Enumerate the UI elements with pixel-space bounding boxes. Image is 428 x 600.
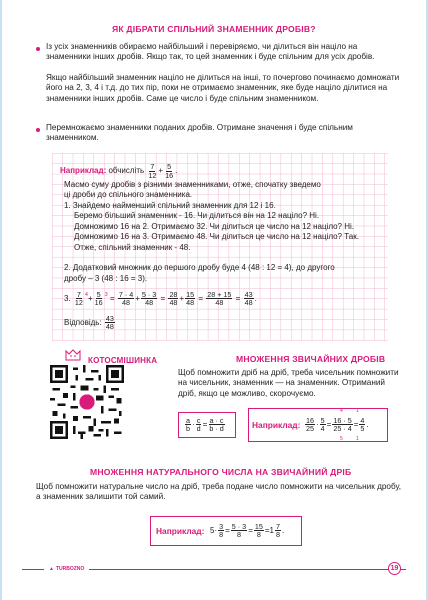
fraction: $\frac{5}{16}$ <box>165 162 174 180</box>
example1-line-4: Беремо більший знаменник - 16. Чи ділиться він на 12 націло? Ні. <box>74 211 320 220</box>
example1-line-2: ці дроби до спільного знаменника. <box>64 190 193 199</box>
example1-answer: Відповідь: $\frac{43}{48}$ <box>64 313 114 332</box>
example1-line-7: Отже, спільний знаменник - 48. <box>74 243 191 252</box>
example1-line-9: дробу – 3 (48 : 16 = 3). <box>64 274 148 283</box>
example2-calculation: $\frac{16}{25}$ · $\frac{5}{4}$ = $\frac{16 \cdot 5}{25 \cdot 4}$ = $\frac{4}{5}$ . <box>306 415 369 434</box>
para-largest-denominator: Із усіх знаменників обираємо найбільший і перевіряємо, чи ділиться він націло на знаменники інших дробів. Якщо так, то цей знаменник і буде спільним для усіх дробів. <box>46 42 375 62</box>
brand-name: TURBOZNO <box>55 565 85 572</box>
fraction: $\frac{7}{12}$ <box>148 162 157 180</box>
para-multiply-all: Перемножаємо знаменники поданих дробів. Отримане значення і буде спільним знаменником. <box>46 123 353 143</box>
heading-multiply-fractions: МНОЖЕННЯ ЗВИЧАЙНИХ ДРОБІВ <box>236 354 386 364</box>
example3-calculation: 5· $\frac{3}{8}$ = $\frac{5 \cdot 3}{8}$ = $\frac{15}{8}$ =1 $\frac{7}{8}$ . <box>210 521 285 540</box>
para-multiply-fractions: Щоб помножити дріб на дріб, треба чисельник помножити на чисельник, знаменник — на знаменник. Отриманий дріб, якщо це можливо, скорочуємо. <box>178 368 399 398</box>
qr-code[interactable] <box>50 365 124 439</box>
example3-label: Наприклад: <box>156 526 205 536</box>
bullet <box>36 128 40 132</box>
example1-line-5: Домножимо 16 на 2. Отримаємо 32. Чи ділиться це число на 12 націло? Ні. <box>74 222 354 231</box>
para-multiply-denominator: Якщо найбільший знаменник націло не ділиться на інші, то почергово починаємо домножати його на 2, 3, 4 і т.д. до тих пір, поки не отримаємо знаменник, яке буде націло ділитися на знаменники інших дробів. Саме це число і буде спільним знаменником. <box>46 73 400 103</box>
para-multiply-natural: Щоб помножити натуральне число на дріб, треба подане число помножити на чисельник дробу, а знаменник залишити той самий. <box>36 482 402 502</box>
example1-line-1: Масмо суму дробів з різними знаменниками, отже, спочатку зведемо <box>64 180 321 189</box>
example1-line-3: 1. Знайдемо найменший спільний знаменник для 12 і 16. <box>64 201 276 210</box>
example1-calculation: 3. $\frac{7}{12}$ $^4$+ $\frac{5}{16}$ $^3$ = $\frac{7 \cdot 4}{48}$ + $\frac{5 \cdot 3}{48}$ = $\frac{28}{48}$ + $\frac{15}{48}$ = $\frac{28 + 15}{48}$ = $\frac{43}{48}$ . <box>64 289 257 308</box>
reduce-mark: 5 <box>340 436 343 442</box>
brand-badge <box>44 563 89 574</box>
page-number: 19 <box>388 562 401 575</box>
reduce-mark: 1 <box>356 408 359 414</box>
reduce-mark: 4 <box>340 408 343 414</box>
bullet <box>36 47 40 51</box>
qr-title: КОТОСМІШИНКА <box>88 356 158 365</box>
reduce-mark: 1 <box>356 436 359 442</box>
left-edge <box>0 0 2 600</box>
example1-task: обчисліть <box>108 166 145 176</box>
example1-intro: Наприклад: обчисліть $\frac{7}{12}$ + $\frac{5}{16}$ . <box>60 162 178 180</box>
heading-multiply-natural: МНОЖЕННЯ НАТУРАЛЬНОГО ЧИСЛА НА ЗВИЧАЙНИЙ ДРІБ <box>90 467 352 477</box>
multiply-formula: $\frac{a}{b}$ · $\frac{c}{d}$ = $\frac{a \cdot c}{b \cdot d}$ <box>186 415 224 434</box>
example2-label: Наприклад: <box>252 420 301 430</box>
example1-line-6: Домножимо 16 на 3. Отримаємо 48. Чи ділиться це число на 12 націло? Так. <box>74 232 359 241</box>
brand-logo-icon: ▲ <box>49 565 54 572</box>
cat-icon <box>62 346 84 362</box>
example1-label: Наприклад: <box>60 166 107 176</box>
example1-line-8: 2. Додатковий множник до першого дробу буде 4 (48 : 12 = 4), до другого <box>64 263 335 272</box>
heading-common-denominator: ЯК ДІБРАТИ СПІЛЬНИЙ ЗНАМЕННИК ДРОБІВ? <box>112 24 316 34</box>
